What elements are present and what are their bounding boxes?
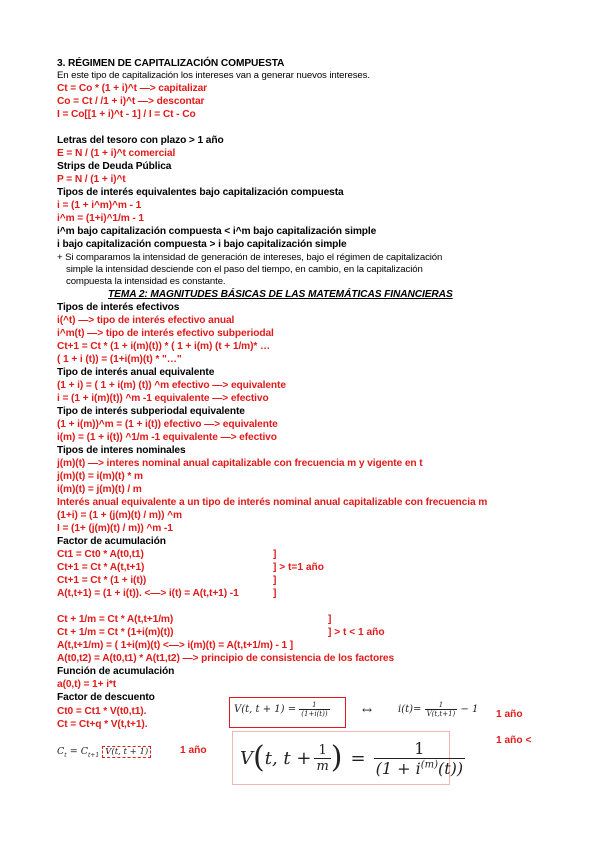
text-line-l42: Ct + 1/m = Ct * A(t,t+1/m) <box>57 614 174 625</box>
text-line-l11: i = (1 + i^m)^m - 1 <box>57 200 142 211</box>
text-line-l39: Ct+1 = Ct * A(t,t+1) <box>57 562 145 573</box>
text-line-l08: Strips de Deuda Pública <box>57 161 172 172</box>
text-line-l19: Tipos de interés efectivos <box>57 302 180 313</box>
text-line-l03: Ct = Co * (1 + i)^t —> capitalizar <box>57 83 208 94</box>
text-line-l41: A(t,t+1) = (1 + i(t)). <—> i(t) = A(t,t+1) -1 <box>57 588 239 599</box>
bracket-annotation-b6: ] > t < 1 año <box>328 627 385 638</box>
text-line-l43: Ct + 1/m = Ct * (1+i(m)(t)) <box>57 627 174 638</box>
bracket-annotation-b9: 1 año <box>180 745 207 756</box>
bracket-annotation-b1: ] <box>273 549 277 560</box>
text-line-l45: A(t0,t2) = A(t0,t1) * A(t1,t2) —> principio de consistencia de los factores <box>57 653 395 664</box>
formula-lhs: V <box>240 747 253 769</box>
equivalence-arrow: ↔ <box>362 703 373 717</box>
text-line-l44: A(t,t+1/m) = ( 1+i(m)(t) <—> i(m)(t) = A(t,t+1/m) - 1 ] <box>57 640 294 651</box>
interest-from-discount-formula <box>398 701 478 718</box>
text-line-l48: Factor de descuento <box>57 692 155 703</box>
bracket-annotation-b2: ] > t=1 año <box>273 562 324 573</box>
text-line-l02: En este tipo de capitalización los intereses van a generar nuevos intereses. <box>57 70 370 81</box>
formula-numerator: 1 <box>314 743 330 759</box>
text-line-l20: i(^t) —> tipo de interés efectivo anual <box>57 315 235 326</box>
text-line-l12: i^m = (1+i)^1/m - 1 <box>57 213 145 224</box>
formula-lhs: C <box>57 746 65 757</box>
formula-main-fraction <box>374 739 466 778</box>
text-line-l27: Tipo de interés subperiodal equivalente <box>57 406 245 417</box>
formula-denominator: V(t,t+1) <box>426 710 456 718</box>
text-line-l33: i(m)(t) = j(m)(t) / m <box>57 484 142 495</box>
text-line-l21: i^m(t) —> tipo de interés efectivo subperiodal <box>57 328 274 339</box>
text-line-l14: i bajo capitalización compuesta > i bajo capitalización simple <box>57 239 347 250</box>
formula-boxed-term: V(t, t + 1) <box>102 746 151 758</box>
text-line-l10: Tipos de interés equivalentes bajo capitalización compuesta <box>57 187 344 198</box>
text-line-l37: Factor de acumulación <box>57 536 166 547</box>
text-line-l04: Co = Ct / /1 + i)^t —> descontar <box>57 96 205 107</box>
formula-denominator: m <box>316 758 329 774</box>
subperiod-discount-formula <box>240 735 465 781</box>
text-line-l40: Ct+1 = Ct * (1 + i(t)) <box>57 575 147 586</box>
text-line-l06: Letras del tesoro con plazo > 1 año <box>57 135 224 146</box>
formula-paren: ( <box>253 740 265 775</box>
formula-numerator: 1 <box>425 701 458 710</box>
bracket-annotation-b4: ] <box>273 588 277 599</box>
bracket-annotation-b7: 1 año <box>496 709 523 720</box>
formula-tail: − 1 <box>460 704 479 715</box>
formula-lhs: i(t)= <box>398 704 422 715</box>
text-line-l05: I = Co[[1 + i)^t - 1] / I = Ct - Co <box>57 109 196 120</box>
formula-args: t, t + <box>264 747 312 769</box>
text-line-l29: i(m) = (1 + i(t)) ^1/m -1 equivalente —> efectivo <box>57 432 277 443</box>
formula-denominator <box>374 759 466 778</box>
formula-numerator: 1 <box>299 701 329 710</box>
formula-fraction <box>299 701 329 718</box>
text-line-l28: (1 + i(m))^m = (1 + i(t)) efectivo —> equivalente <box>57 419 278 430</box>
text-line-l17: compuesta la intensidad es constante. <box>66 276 226 287</box>
text-line-l01: 3. RÉGIMEN DE CAPITALIZACIÓN COMPUESTA <box>57 58 285 69</box>
text-line-l36: I = (1+ (j(m)(t) / m)) ^m -1 <box>57 523 173 534</box>
discount-factor-formula <box>234 701 330 718</box>
text-line-l34: Interés anual equivalente a un tipo de interés nominal anual capitalizable con frecuencia m <box>57 497 488 508</box>
text-line-l46: Función de acumulación <box>57 666 175 677</box>
formula-denominator: (1+i(t)) <box>301 710 328 718</box>
formula-lhs: V(t, t + 1) = <box>234 704 297 715</box>
text-line-l15: + Si comparamos la intensidad de generación de intereses, bajo el régimen de capitalización <box>57 252 443 263</box>
text-line-l16: simple la intensidad desciende con el paso del tiempo, en cambio, en la capitalización <box>66 264 423 275</box>
text-line-l35: (1+i) = (1 + (j(m)(t) / m)) ^m <box>57 510 182 521</box>
formula-numerator: 1 <box>374 739 466 759</box>
text-line-l25: (1 + i) = ( 1 + i(m) (t)) ^m efectivo —> equivalente <box>57 380 286 391</box>
text-line-l22: Ct+1 = Ct * (1 + i(m)(t)) * ( 1 + i(m) (t + 1/m)* … <box>57 341 271 352</box>
text-line-l50: Ct = Ct+q * V(t,t+1). <box>57 719 148 730</box>
text-line-l24: Tipo de interés anual equivalente <box>57 367 215 378</box>
formula-fraction <box>425 701 458 718</box>
formula-denominator-tail: (t)) <box>438 758 464 778</box>
text-line-l09: P = N / (1 + i)^t <box>57 174 126 185</box>
text-line-l26: i = (1 + i(m)(t)) ^m -1 equivalente —> efectivo <box>57 393 269 404</box>
text-line-l07: E = N / (1 + i)^t comercial <box>57 148 176 159</box>
formula-paren: ) <box>330 740 343 775</box>
text-line-l30: Tipos de interes nominales <box>57 445 186 456</box>
text-line-l49: Ct0 = Ct1 * V(t0,t1). <box>57 706 147 717</box>
bracket-annotation-b5: ] <box>328 614 332 625</box>
formula-inner-fraction <box>314 743 330 774</box>
bracket-annotation-b3: ] <box>273 575 277 586</box>
present-value-formula <box>57 746 151 759</box>
formula-subscript: t+1 <box>87 751 100 759</box>
text-line-l13: i^m bajo capitalización compuesta < i^m bajo capitalización simple <box>57 226 377 237</box>
formula-subscript: t <box>64 751 67 759</box>
text-line-l23: ( 1 + i (t)) = (1+i(m)(t) * "…" <box>57 354 182 365</box>
text-line-l32: j(m)(t) = i(m)(t) * m <box>57 471 143 482</box>
bracket-annotation-b8: 1 año < <box>496 735 532 746</box>
formula-denominator-text: (1 + i <box>375 758 421 778</box>
formula-equals: = <box>350 747 366 769</box>
text-line-l31: j(m)(t) —> interes nominal anual capitalizable con frecuencia m y vigente en t <box>57 458 423 469</box>
formula-superscript: (m) <box>420 759 438 771</box>
text-line-l38: Ct1 = Ct0 * A(t0,t1) <box>57 549 144 560</box>
formula-equals: = C <box>69 746 88 757</box>
text-line-l18: TEMA 2: MAGNITUDES BÁSICAS DE LAS MATEMÁTICAS FINANCIERAS <box>108 289 453 300</box>
text-line-l47: a(0,t) = 1+ i*t <box>57 679 117 690</box>
